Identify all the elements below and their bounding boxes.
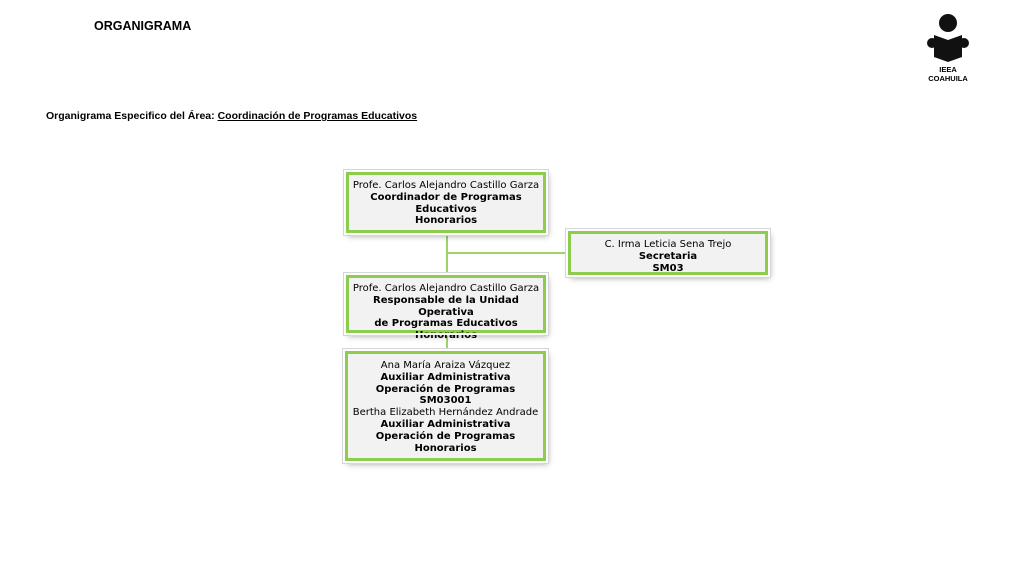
area-subtitle — [46, 110, 417, 122]
logo-line-1: IEEA — [939, 65, 957, 74]
unit-head-name: Profe. Carlos Alejandro Castillo Garza — [352, 283, 540, 294]
staff-1-name: Ana María Araiza Vázquez — [380, 360, 511, 371]
staff-1-role-line-1: Auxiliar Administrativa — [380, 371, 511, 383]
org-box-coordinator — [346, 172, 546, 233]
secretary-code: SM03 — [652, 262, 684, 274]
org-box-staff — [345, 351, 546, 461]
coordinator-role-line-1: Coordinador de Programas — [370, 191, 522, 203]
subtitle-prefix: Organigrama Especifico del Área: — [46, 110, 215, 122]
unit-head-contract: Honorarios — [414, 330, 478, 342]
staff-2-contract: Honorarios — [414, 442, 477, 454]
staff-2-role-line-1: Auxiliar Administrativa — [380, 418, 511, 430]
secretary-name: C. Irma Leticia Sena Trejo — [604, 239, 732, 250]
secretary-role: Secretaria — [638, 250, 698, 262]
coordinator-name: Profe. Carlos Alejandro Castillo Garza — [352, 180, 540, 191]
logo-line-2: COAHUILA — [928, 74, 968, 83]
page-title: ORGANIGRAMA — [94, 19, 192, 33]
staff-2-name: Bertha Elizabeth Hernández Andrade — [352, 407, 539, 419]
coordinator-contract: Honorarios — [414, 215, 478, 227]
connector-top-to-middle — [446, 233, 448, 276]
staff-1-role-line-2: Operación de Programas — [375, 383, 516, 395]
staff-1-code: SM03001 — [419, 395, 472, 407]
connector-to-assistant — [447, 252, 569, 254]
staff-2-role-line-2: Operación de Programas — [375, 430, 516, 442]
unit-head-role-line-2: de Programas Educativos — [374, 318, 518, 330]
subtitle-area: Coordinación de Programas Educativos — [217, 110, 418, 122]
org-box-unit-head — [346, 275, 546, 342]
unit-head-role-line-1: Responsable de la Unidad Operativa — [373, 294, 519, 318]
reader-person-icon — [926, 13, 970, 65]
coordinator-role-line-2: Educativos — [415, 203, 477, 215]
ieea-logo — [923, 13, 973, 83]
org-box-secretary — [568, 231, 768, 275]
